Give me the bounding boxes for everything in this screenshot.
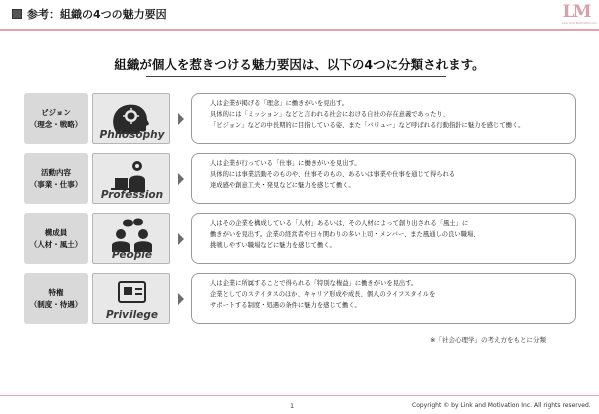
factor-row-activity <box>24 153 576 204</box>
description-line: 企業としてのステイタスのほか、キャリア形成や成長、個人のライフスタイルを <box>210 291 436 298</box>
factor-description <box>191 153 576 204</box>
philosophy-image <box>92 93 170 144</box>
image-caption: Profession <box>100 189 164 201</box>
factor-description <box>191 273 576 324</box>
factor-row-vision <box>24 93 576 144</box>
factor-label-sub: （事業・仕事） <box>29 179 83 189</box>
arrow-right-icon <box>178 233 184 245</box>
factor-description <box>191 213 576 264</box>
slide-subtitle: 組織が個人を惹きつける魅力要因は、以下の4つに分類されます。 <box>114 57 485 72</box>
header-divider <box>0 29 599 31</box>
description-line: 達成感や創意工夫・発見などに魅力を感じて働く。 <box>210 182 355 189</box>
people-image <box>92 213 170 264</box>
factor-label-sub: （理念・戦略） <box>29 119 83 129</box>
description-line: 具体的には事業活動そのものや、仕事そのもの、あるいは事業や仕事を通じて得られる <box>210 171 456 178</box>
factor-label <box>24 273 88 324</box>
factor-label <box>24 213 88 264</box>
factor-label-title: 特権 <box>48 287 64 297</box>
factor-row-privilege <box>24 273 576 324</box>
footer-divider <box>0 395 599 396</box>
description-line: 人は企業が掲げる「理念」に働きがいを見出す。 <box>210 100 349 107</box>
copyright-notice: Copyright © by Link and Motivation Inc. All rights reserved. <box>412 402 591 409</box>
description-line: 働きがいを見出す。企業の経営者や日々関わりの多い上司・メンバー、また風通しの良い職場、 <box>210 231 480 238</box>
profession-image <box>92 153 170 204</box>
company-logo <box>562 2 598 28</box>
arrow-right-icon <box>178 173 184 185</box>
logo-subtext: Link and Motivation Inc. <box>562 21 598 25</box>
arrow-right-icon <box>178 113 184 125</box>
factor-row-members <box>24 213 576 264</box>
description-line: サポートする制度・処遇の条件に魅力を感じて働く。 <box>210 302 361 309</box>
factor-label-sub: （制度・待遇） <box>29 299 83 309</box>
description-line: 人は企業が行っている「仕事」に働きがいを見出す。 <box>210 160 361 167</box>
factor-label-title: ビジョン <box>41 107 71 117</box>
page-number: 1 <box>290 402 295 410</box>
description-line: 「ビジョン」などの中長期的に目指している姿、また「バリュー」など呼ばれる行動指針に魅力を感じて働く。 <box>210 122 525 129</box>
factor-description <box>191 93 576 144</box>
factor-label-sub: （人材・風土） <box>29 239 83 249</box>
description-line: 具体的には「ミッション」などと言われる社会における自社の存在意義であったり、 <box>210 111 449 118</box>
factor-label-title: 構成員 <box>44 227 68 237</box>
factor-label <box>24 93 88 144</box>
subtitle-underline <box>146 76 446 77</box>
image-caption: Philosophy <box>99 129 165 141</box>
image-caption: People <box>112 249 152 261</box>
logo-mark: LM <box>562 2 590 22</box>
description-line: 人は企業に所属することで得られる「特別な権益」に働きがいを見出す。 <box>210 280 418 287</box>
factor-label <box>24 153 88 204</box>
description-line: 挑戦しやすい職場などに魅力を感じて働く。 <box>210 242 336 249</box>
description-line: 人はその企業を構成している「人材」あるいは、その人材によって創り出される「風土」に <box>210 220 469 227</box>
factor-label-title: 活動内容 <box>41 167 71 177</box>
image-caption: Privilege <box>106 309 158 321</box>
slide-title: 参考：組織の4つの魅力要因 <box>27 8 167 21</box>
source-footnote: ※「社会心理学」の考え方をもとに分類 <box>430 336 546 344</box>
arrow-right-icon <box>178 293 184 305</box>
privilege-image <box>92 273 170 324</box>
title-bullet-square <box>12 9 22 19</box>
slide-header <box>0 0 599 30</box>
